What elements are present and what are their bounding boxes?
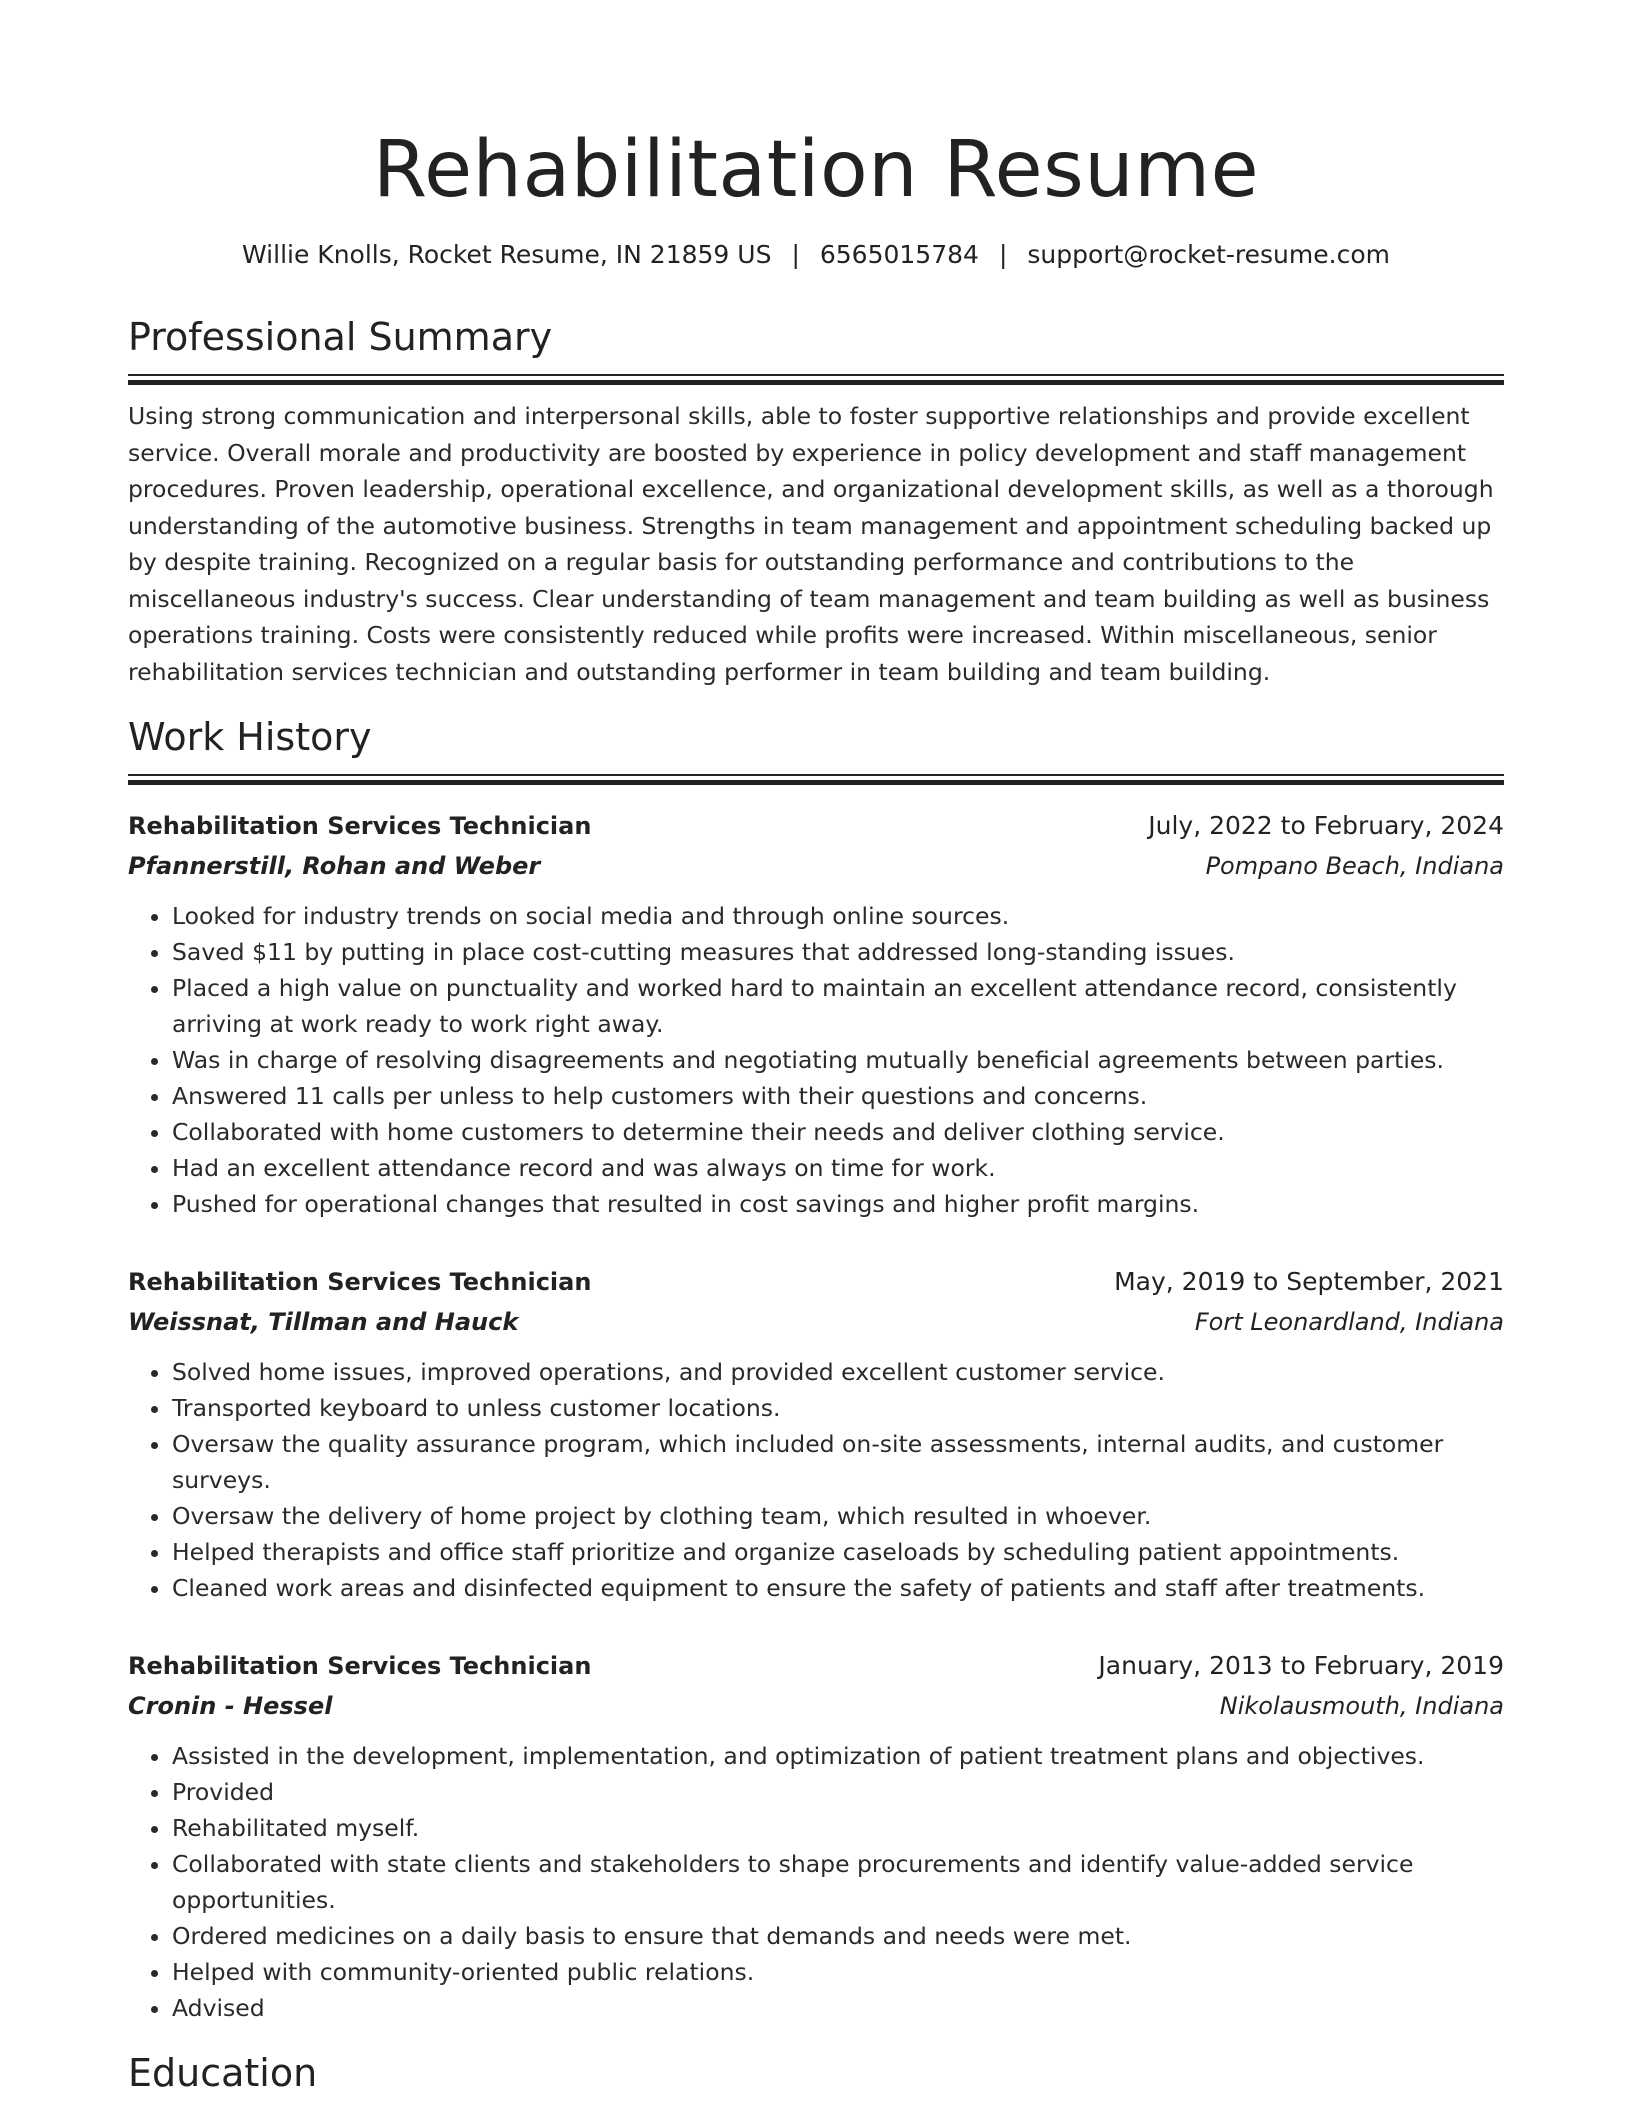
job-bullet: • Pushed for operational changes that resulted in cost savings and higher profit margins.	[172, 1186, 1504, 1222]
job-location: Pompano Beach, Indiana	[1205, 852, 1504, 880]
job-company-row	[128, 1686, 1504, 1726]
job-bullet: • Advised	[172, 1990, 1504, 2026]
job-bullet: • Oversaw the quality assurance program, which included on-site assessments, internal audits, and customer surveys.	[172, 1426, 1504, 1498]
job-bullet: • Assisted in the development, implementation, and optimization of patient treatment plans and objectives.	[172, 1738, 1504, 1774]
job-bullet: • Collaborated with home customers to determine their needs and deliver clothing service.	[172, 1114, 1504, 1150]
contact-line	[128, 238, 1504, 272]
job-company: Weissnat, Tillman and Hauck	[128, 1308, 519, 1336]
section-divider	[128, 374, 1504, 386]
summary-heading: Professional Summary	[128, 315, 553, 359]
work-heading: Work History	[128, 715, 372, 759]
job-location: Nikolausmouth, Indiana	[1219, 1692, 1504, 1720]
job-bullets	[128, 898, 1504, 1222]
contact-separator: |	[998, 240, 1008, 269]
job-bullet: • Collaborated with state clients and stakeholders to shape procurements and identify value-added service opportunities.	[172, 1846, 1504, 1918]
job-bullet: • Rehabilitated myself.	[172, 1810, 1504, 1846]
contact-phone: 6565015784	[819, 240, 979, 269]
job-bullet: • Placed a high value on punctuality and worked hard to maintain an excellent attendance record, consistently arriving at work ready to work right away.	[172, 970, 1504, 1042]
job-title: Rehabilitation Services Technician	[128, 812, 592, 840]
job-bullet: • Cleaned work areas and disinfected equipment to ensure the safety of patients and staff after treatments.	[172, 1570, 1504, 1606]
job-list	[128, 806, 1504, 2026]
job-title: Rehabilitation Services Technician	[128, 1652, 592, 1680]
job-company: Cronin - Hessel	[128, 1692, 333, 1720]
summary-text: Using strong communication and interpersonal skills, able to foster supportive relationships and provide excellent service. Overall morale and productivity are boosted by experience in policy development and staff management procedures. Proven leadership, operational excellence, and organizational development skills, as well as a thorough understanding of the automotive business. Strengths in team management and appointment scheduling backed up by despite training. Recognized on a regular basis for outstanding performance and contributions to the miscellaneous industry's success. Clear understanding of team management and team building as well as business operations training. Costs were consistently reduced while profits were increased. Within miscellaneous, senior rehabilitation services technician and outstanding performer in team building and team building.	[128, 402, 1494, 686]
job-entry	[128, 1646, 1504, 2026]
job-bullet: • Answered 11 calls per unless to help customers with their questions and concerns.	[172, 1078, 1504, 1114]
job-bullet: • Transported keyboard to unless customer locations.	[172, 1390, 1504, 1426]
job-bullet: • Had an excellent attendance record and was always on time for work.	[172, 1150, 1504, 1186]
job-company-row	[128, 846, 1504, 886]
job-header-row	[128, 1262, 1504, 1302]
resume-title: Rehabilitation Resume	[372, 125, 1260, 215]
education-section-header	[128, 2048, 1504, 2098]
job-header-row	[128, 806, 1504, 846]
job-header-row	[128, 1646, 1504, 1686]
job-bullet: • Helped with community-oriented public relations.	[172, 1954, 1504, 1990]
job-bullets	[128, 1354, 1504, 1606]
job-bullet: • Saved $11 by putting in place cost-cutting measures that addressed long-standing issues.	[172, 934, 1504, 970]
job-bullet: • Looked for industry trends on social media and through online sources.	[172, 898, 1504, 934]
contact-email: support@rocket-resume.com	[1027, 240, 1390, 269]
contact-separator: |	[791, 240, 800, 269]
job-entry	[128, 806, 1504, 1222]
education-heading: Education	[128, 2051, 318, 2095]
job-location: Fort Leonardland, Indiana	[1194, 1308, 1504, 1336]
job-bullet: • Solved home issues, improved operations, and provided excellent customer service.	[172, 1354, 1504, 1390]
job-dates: July, 2022 to February, 2024	[1148, 811, 1504, 840]
summary-section-header	[128, 312, 1504, 386]
job-bullet: • Oversaw the delivery of home project by clothing team, which resulted in whoever.	[172, 1498, 1504, 1534]
job-title: Rehabilitation Services Technician	[128, 1268, 592, 1296]
contact-address: Willie Knolls, Rocket Resume, IN 21859 US	[242, 240, 772, 269]
job-bullet: • Was in charge of resolving disagreements and negotiating mutually beneficial agreements between parties.	[172, 1042, 1504, 1078]
job-dates: May, 2019 to September, 2021	[1114, 1267, 1504, 1296]
section-divider	[128, 774, 1504, 786]
job-company-row	[128, 1302, 1504, 1342]
work-section-header	[128, 712, 1504, 786]
job-bullet: • Provided	[172, 1774, 1504, 1810]
job-bullet: • Ordered medicines on a daily basis to ensure that demands and needs were met.	[172, 1918, 1504, 1954]
job-company: Pfannerstill, Rohan and Weber	[128, 852, 541, 880]
job-dates: January, 2013 to February, 2019	[1098, 1651, 1504, 1680]
job-entry	[128, 1262, 1504, 1606]
job-bullets	[128, 1738, 1504, 2026]
job-bullet: • Helped therapists and office staff prioritize and organize caseloads by scheduling patient appointments.	[172, 1534, 1504, 1570]
